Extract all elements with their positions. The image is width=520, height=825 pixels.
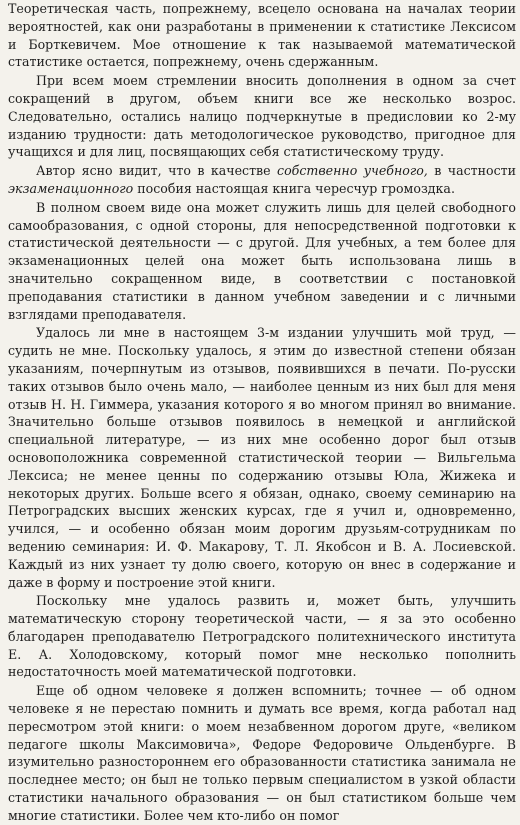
paragraph-3-text-a: Автор ясно видит, что в качестве <box>36 163 278 179</box>
paragraph-3 <box>8 162 516 198</box>
paragraph-4-text: В полном своем виде она может служить лишь для целей свободного самообразования, с одной стороны, для непосредственной подготовки к статистической деятельности — с другой. Для учебных, а тем более для экзаменационных целей она может быть использована лишь в значительно сокращенном виде, в соответствии с постановкой преподавания статистики в данном учебном заведении и с личными взглядами преподавателя. <box>8 199 516 322</box>
paragraph-3-text-c: пособия настоящая книга чересчур громоздка. <box>133 180 455 196</box>
paragraph-7 <box>8 682 516 824</box>
paragraph-3-italic-b: экзаменационного <box>8 180 134 196</box>
paragraph-2 <box>8 72 516 161</box>
paragraph-1 <box>8 0 516 71</box>
paragraph-5 <box>8 324 516 591</box>
paragraph-4 <box>8 199 516 324</box>
paragraph-7-text: Еще об одном человеке я должен вспомнить; точнее — об одном человеке я не перестаю помнить и думать все время, когда работал над пересмотром этой книги: о моем незабвенном дорогом друге, «великом педагоге школы Максимовича», Федоре Федоровиче Ольденбурге. В изумительно разностороннем его образованности статистика занимала не последнее место; он был не только первым специалистом в узкой области статистики начального образования — он был статистиком больше чем многие статистики. Более чем кто-либо он помог <box>8 683 516 823</box>
paragraph-3-italic-a: собственно учебного, <box>277 163 428 179</box>
paragraph-5-text: Удалось ли мне в настоящем 3-м издании улучшить мой труд, — судить не мне. Поскольку удалось, я этим до известной степени обязан указаниям, почерпнутым из отзывов, появившихся в печати. По-русски таких отзывов было очень мало, — наиболее ценным из них был для меня отзыв Н. Н. Гиммера, указания которого я во многом принял во внимание. Значительно больше отзывов появилось в немецкой и английской специальной литературе, — из них мне особенно дорог был отзыв основоположника современной статистической теории — Вильгельма Лексиса; не менее ценны по содержанию отзывы Юла, Жижека и некоторых других. Больше всего я обязан, однако, своему семинарию на Петроградских высших женских курсах, где я учил и, одновременно, учился, — и особенно обязан моим дорогим друзьям-сотрудникам по ведению семинария: И. Ф. Макарову, Т. Л. Якобсон и В. А. Лосиевской. Каждый из них узнает ту долю своего, которую он внес в содержание и даже в форму и построение этой книги. <box>8 325 516 590</box>
paragraph-6-text: Поскольку мне удалось развить и, может быть, улучшить математическую сторону теоретической части, — я за это особенно благодарен преподавателю Петроградского политехнического института Е. А. Холодовскому, который помог мне несколько пополнить недостаточность моей математической подготовки. <box>8 593 516 680</box>
paragraph-3-text-b: в частности <box>427 163 516 179</box>
paragraph-2-text: При всем моем стремлении вносить дополнения в одном за счет сокращений в другом, объем книги все же несколько возрос. Следовательно, остались налицо подчеркнутые в предисловии ко 2-му изданию трудности: дать методологическое руководство, пригодное для учащихся и для лиц, посвящающих себя статистическому труду. <box>8 73 516 160</box>
paragraph-1-text: Теоретическая часть, попрежнему, всецело основана на началах теории вероятностей, как они разработаны в применении к статистике Лексисом и Борткевичем. Мое отношение к так называемой математической статистике остается, попрежнему, очень сдержанным. <box>8 1 516 70</box>
paragraph-6 <box>8 592 516 681</box>
